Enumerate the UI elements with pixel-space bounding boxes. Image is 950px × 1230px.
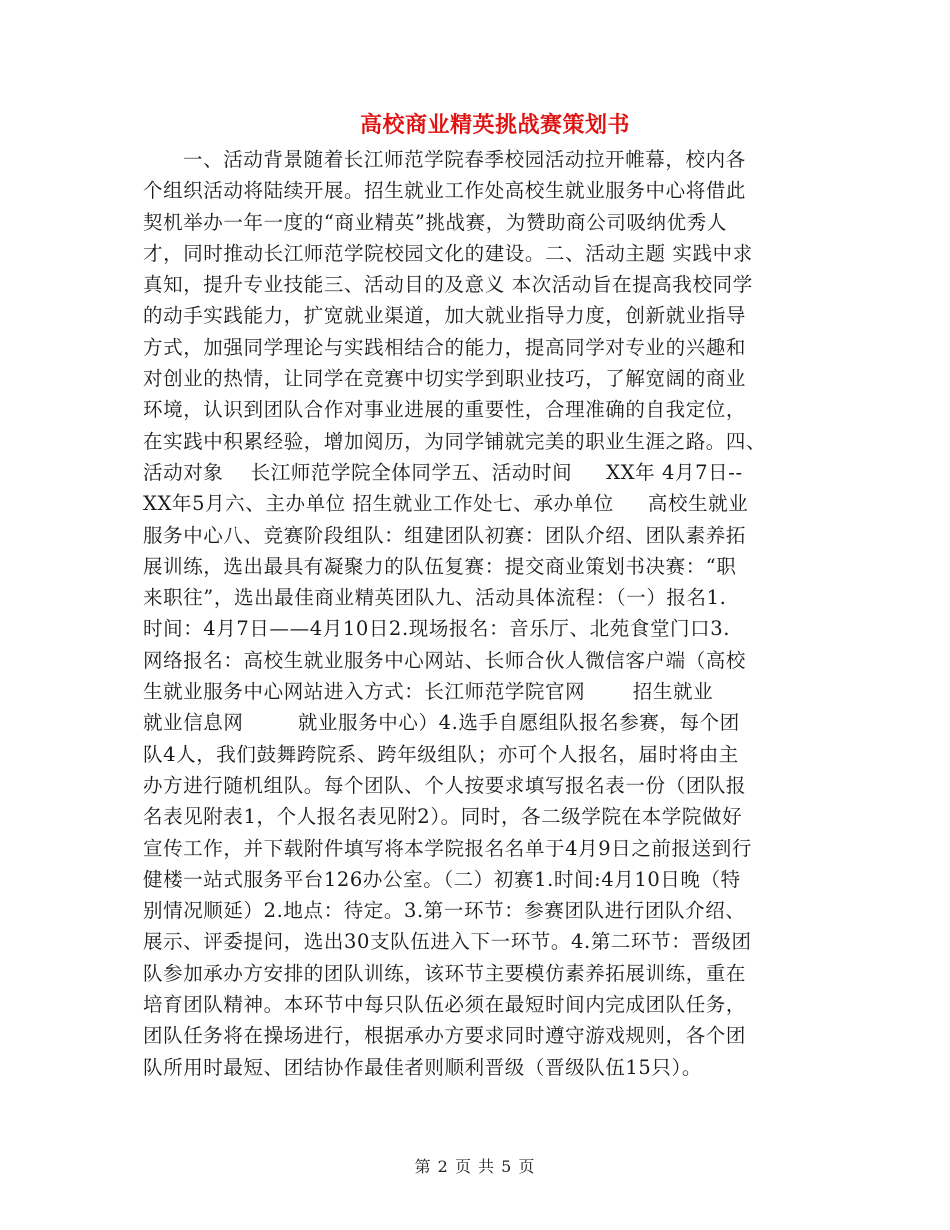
body-line: 服务中心八、竞赛阶段组队：组建团队初赛：团队介绍、团队素养拓 — [143, 523, 747, 547]
body-line: 的动手实践能力，扩宽就业渠道，加大就业指导力度，创新就业指导 — [143, 304, 747, 328]
body-line: 展示、评委提问，选出30支队伍进入下一环节。4.第二环节：晋级团 — [143, 930, 752, 954]
body-line: 队参加承办方安排的团队训练，该环节主要模仿素养拓展训练，重在 — [143, 961, 747, 985]
body-line: 才，同时推动长江师范学院校园文化的建设。二、活动主题 实践中求 — [143, 241, 753, 265]
body-line: 方式，加强同学理论与实践相结合的能力，提高同学对专业的兴趣和 — [143, 335, 747, 359]
body-line: 宣传工作，并下载附件填写将本学院报名名单于4月9日之前报送到行 — [143, 836, 752, 860]
body-line: 一、活动背景随着长江师范学院春季校园活动拉开帷幕，校内各 — [183, 148, 746, 171]
body-line: 时间：4月7日——4月10日2.现场报名：音乐厅、北苑食堂门口3. — [143, 617, 731, 641]
body-line: 在实践中积累经验，增加阅历，为同学铺就完美的职业生涯之路。四、 — [143, 429, 767, 453]
body-line: 办方进行随机组队。每个团队、个人按要求填写报名表一份（团队报 — [143, 773, 747, 797]
body-line: 名表见附表1，个人报名表见附2）。同时，各二级学院在本学院做好 — [143, 805, 743, 829]
body-line: XX年5月六、主办单位 招生就业工作处七、承办单位 高校生就业 — [143, 492, 749, 516]
body-line: 环境，认识到团队合作对事业进展的重要性，合理准确的自我定位， — [143, 398, 747, 422]
body-line: 展训练，选出最具有凝聚力的队伍复赛：提交商业策划书决赛：“职 — [143, 554, 737, 578]
document-title: 高校商业精英挑战赛策划书 — [359, 112, 630, 138]
body-line: 队4人，我们鼓舞跨院系、跨年级组队；亦可个人报名，届时将由主 — [143, 742, 739, 766]
body-line: 活动对象 长江师范学院全体同学五、活动时间 XX年 4月7日-- — [143, 460, 743, 484]
body-line: 网络报名：高校生就业服务中心网站、长师合伙人微信客户端（高校 — [143, 648, 747, 672]
body-line: 别情况顺延）2.地点：待定。3.第一环节：参赛团队进行团队介绍、 — [143, 899, 746, 923]
body-line: 团队任务将在操场进行，根据承办方要求同时遵守游戏规则，各个团 — [143, 1024, 747, 1048]
body-line: 来职往”，选出最佳商业精英团队九、活动具体流程：（一）报名1. — [143, 586, 727, 610]
page-number: 第 2 页 共 5 页 — [414, 1157, 536, 1176]
body-line: 队所用时最短、团结协作最佳者则顺利晋级（晋级队伍15只）。 — [143, 1055, 702, 1079]
body-line: 就业信息网 就业服务中心）4.选手自愿组队报名参赛，每个团 — [143, 711, 740, 735]
body-line: 健楼一站式服务平台126办公室。（二）初赛1.时间:4月10日晚（特 — [143, 867, 741, 891]
body-line: 生就业服务中心网站进入方式：长江师范学院官网 招生就业 — [143, 680, 714, 704]
body-line: 培育团队精神。本环节中每只队伍必须在最短时间内完成团队任务， — [143, 993, 747, 1017]
body-line: 契机举办一年一度的“商业精英”挑战赛，为赞助商公司吸纳优秀人 — [143, 210, 727, 234]
document-body — [143, 144, 823, 1083]
body-line: 对创业的热情，让同学在竞赛中切实学到职业技巧，了解宽阔的商业 — [143, 367, 747, 391]
body-line: 真知，提升专业技能三、活动目的及意义 本次活动旨在提高我校同学 — [143, 273, 753, 297]
body-line: 个组织活动将陆续开展。招生就业工作处高校生就业服务中心将借此 — [143, 179, 747, 203]
